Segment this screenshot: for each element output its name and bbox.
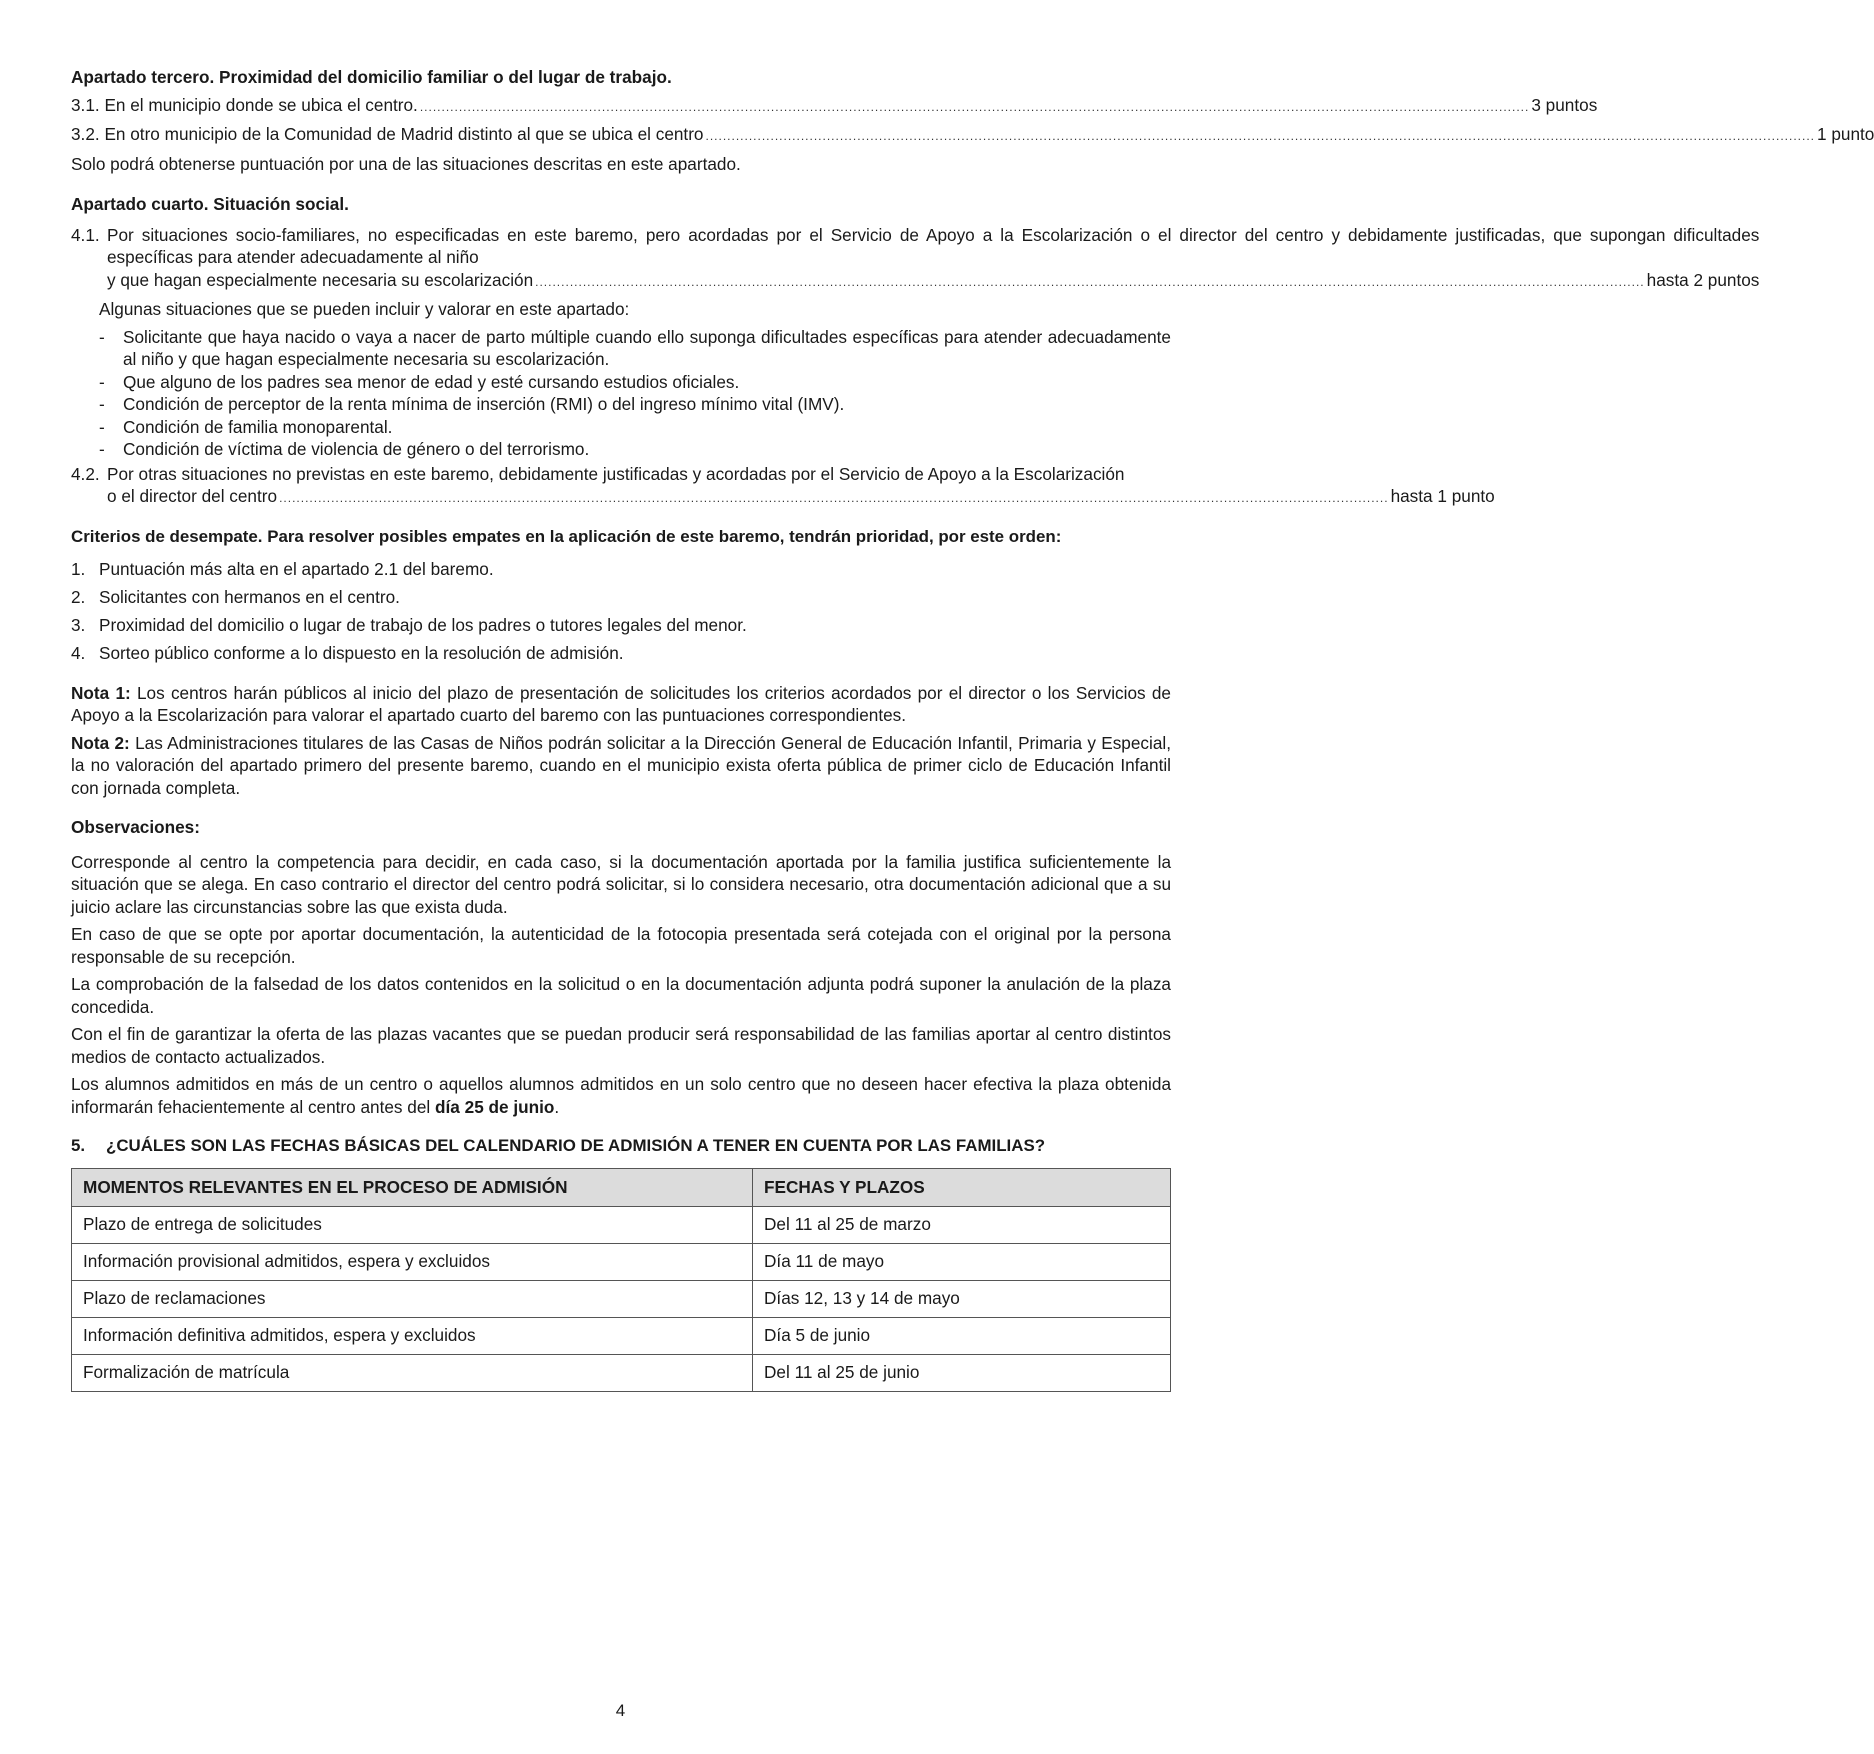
note-2-text: Las Administraciones titulares de las Casas de Niños podrán solicitar a la Dirección General de Educación Infantil, Primaria y Especial, la no valoración del apartado primero del presente baremo, cuando en el municipio exista oferta pública de primer ciclo de Educación Infantil con jornada completa. [71, 732, 1171, 798]
section-3-heading: Apartado tercero. Proximidad del domicilio familiar o del lugar de trabajo. [71, 67, 672, 87]
item-4-1-value: hasta 2 puntos [1646, 269, 1760, 290]
bullet-item: - Condición de familia monoparental. [71, 416, 1171, 439]
table-header-row [72, 1168, 1171, 1206]
item-4-1-number: 4.1. [71, 224, 100, 245]
item-3-2-value: 1 punto [1817, 124, 1874, 144]
observation-text: Los alumnos admitidos en más de un centro o aquellos alumnos admitidos en un solo centro que no deseen hacer efectiva la plaza obtenida informarán fehacientemente al centro antes del [71, 1074, 1171, 1117]
tiebreak-item: 2. Solicitantes con hermanos en el centro. [71, 587, 400, 607]
moment-cell: Plazo de entrega de solicitudes [72, 1206, 753, 1243]
moment-cell: Información definitiva admitidos, espera y excluidos [72, 1317, 753, 1354]
tiebreak-text: Puntuación más alta en el apartado 2.1 del baremo. [99, 559, 494, 579]
item-4-2-last: o el director del centro [107, 486, 278, 506]
item-4-2 [71, 463, 1495, 510]
note-2-label: Nota 2: [71, 732, 130, 753]
section-5-heading [71, 1135, 1171, 1158]
note-1 [71, 682, 1171, 727]
date-cell: Del 11 al 25 de junio [753, 1354, 1171, 1391]
item-4-2-text: Por otras situaciones no previstas en este baremo, debidamente justificadas y acordadas por el Servicio de Apoyo a la Escolarización [107, 463, 1125, 484]
bullet-text: Que alguno de los padres sea menor de edad y esté cursando estudios oficiales. [123, 371, 740, 392]
tiebreak-text: Proximidad del domicilio o lugar de trabajo de los padres o tutores legales del menor. [99, 615, 747, 635]
observation-paragraph [71, 1073, 1171, 1118]
tiebreak-text: Solicitantes con hermanos en el centro. [99, 587, 400, 607]
moment-cell: Información provisional admitidos, espera y excluidos [72, 1243, 753, 1280]
page-number: 4 [615, 1701, 626, 1720]
date-cell: Del 11 al 25 de marzo [753, 1206, 1171, 1243]
dot-leader [706, 125, 1816, 148]
moment-cell: Formalización de matrícula [72, 1354, 753, 1391]
tiebreak-item: 4. Sorteo público conforme a lo dispuesto en la resolución de admisión. [71, 643, 624, 663]
note-2 [71, 732, 1171, 800]
moment-cell: Plazo de reclamaciones [72, 1280, 753, 1317]
dot-leader [535, 271, 1645, 294]
table-row [72, 1243, 1171, 1280]
item-3-2 [71, 123, 1874, 148]
period: . [554, 1096, 560, 1117]
dot-leader [420, 96, 1530, 119]
item-4-1 [71, 224, 1760, 294]
observation-paragraph: La comprobación de la falsedad de los datos contenidos en la solicitud o en la documentación adjunta podrá suponer la anulación de la plaza concedida. [71, 974, 1171, 1017]
observation-paragraph: En caso de que se opte por aportar documentación, la autenticidad de la fotocopia presentada será cotejada con el original por la persona responsable de su recepción. [71, 924, 1171, 967]
bullet-text: Solicitante que haya nacido o vaya a nacer de parto múltiple cuando ello suponga dificultades específicas para atender adecuadamente al niño y que hagan especialmente necesaria su escolarización. [123, 326, 1171, 369]
observation-paragraph: Corresponde al centro la competencia para decidir, en cada caso, si la documentación aportada por la familia justifica suficientemente la situación que se alega. En caso contrario el director del centro podrá solicitar, si lo considera necesario, otra documentación adicional que a su juicio aclare las circunstancias sobre las que exista duda. [71, 851, 1171, 917]
table-row [72, 1206, 1171, 1243]
dot-leader [279, 487, 1389, 510]
section-4-intro: Algunas situaciones que se pueden incluir y valorar en este apartado: [99, 299, 630, 319]
bullet-item: - Condición de víctima de violencia de género o del terrorismo. [71, 438, 1171, 461]
column-header-moments: MOMENTOS RELEVANTES EN EL PROCESO DE ADMISIÓN [72, 1168, 753, 1206]
section-4-heading: Apartado cuarto. Situación social. [71, 194, 349, 214]
item-3-1 [71, 94, 1598, 119]
item-3-1-label: 3.1. En el municipio donde se ubica el centro. [71, 94, 418, 115]
tiebreak-heading: Criterios de desempate. Para resolver posibles empates en la aplicación de este baremo, tendrán prioridad, por este orden: [71, 526, 1062, 546]
bullet-item: - Condición de perceptor de la renta mínima de inserción (RMI) o del ingreso mínimo vital (IMV). [71, 393, 1171, 416]
observation-paragraph: Con el fin de garantizar la oferta de las plazas vacantes que se puedan producir será responsabilidad de las familias aportar al centro distintos medios de contacto actualizados. [71, 1024, 1171, 1067]
deadline-date: día 25 de junio [435, 1096, 555, 1117]
tiebreak-text: Sorteo público conforme a lo dispuesto en la resolución de admisión. [99, 643, 624, 663]
date-cell: Días 12, 13 y 14 de mayo [753, 1280, 1171, 1317]
item-4-2-number: 4.2. [71, 463, 100, 484]
table-row [72, 1280, 1171, 1317]
bullet-text: Condición de perceptor de la renta mínima de inserción (RMI) o del ingreso mínimo vital (IMV). [123, 394, 845, 414]
bullet-text: Condición de víctima de violencia de género o del terrorismo. [123, 439, 590, 459]
table-row [72, 1354, 1171, 1391]
section-5-number: 5. [71, 1136, 86, 1155]
item-4-1-text: Por situaciones socio-familiares, no especificadas en este baremo, pero acordadas por el Servicio de Apoyo a la Escolarización o el director del centro y debidamente justificadas, que supongan dificultades específicas para atender adecuadamente al niño [107, 224, 1760, 267]
section-3-note: Solo podrá obtenerse puntuación por una de las situaciones descritas en este apartado. [71, 153, 741, 174]
note-1-label: Nota 1: [71, 682, 131, 703]
date-cell: Día 5 de junio [753, 1317, 1171, 1354]
bullet-text: Condición de familia monoparental. [123, 416, 393, 437]
column-header-dates: FECHAS Y PLAZOS [753, 1168, 1171, 1206]
item-4-1-last: y que hagan especialmente necesaria su escolarización [107, 269, 534, 290]
admission-calendar-table [71, 1168, 1171, 1392]
bullet-item: - Solicitante que haya nacido o vaya a nacer de parto múltiple cuando ello suponga dificultades específicas para atender adecuadamente al niño y que hagan especialmente necesaria su escolarización. [99, 326, 1171, 369]
document-page [71, 66, 1874, 1392]
item-4-2-last-line [107, 485, 1495, 510]
item-4-2-value: hasta 1 punto [1390, 486, 1495, 506]
tiebreak-item: 1. Puntuación más alta en el apartado 2.1 del baremo. [71, 559, 494, 579]
item-3-1-value: 3 puntos [1531, 94, 1598, 115]
item-4-1-last-line [107, 269, 1759, 294]
section-5-title: ¿CUÁLES SON LAS FECHAS BÁSICAS DEL CALENDARIO DE ADMISIÓN A TENER EN CUENTA POR LAS FAMILIAS? [106, 1136, 1046, 1155]
tiebreak-item: 3. Proximidad del domicilio o lugar de trabajo de los padres o tutores legales del menor. [71, 615, 747, 635]
table-row [72, 1317, 1171, 1354]
note-1-text: Los centros harán públicos al inicio del plazo de presentación de solicitudes los criterios acordados por el director o los Servicios de Apoyo a la Escolarización para valorar el apartado cuarto del baremo con las puntuaciones correspondientes. [71, 682, 1171, 725]
bullet-item: - Que alguno de los padres sea menor de edad y esté cursando estudios oficiales. [71, 371, 1171, 394]
item-3-2-label: 3.2. En otro municipio de la Comunidad de Madrid distinto al que se ubica el centro [71, 124, 704, 144]
date-cell: Día 11 de mayo [753, 1243, 1171, 1280]
observations-heading: Observaciones: [71, 817, 200, 837]
